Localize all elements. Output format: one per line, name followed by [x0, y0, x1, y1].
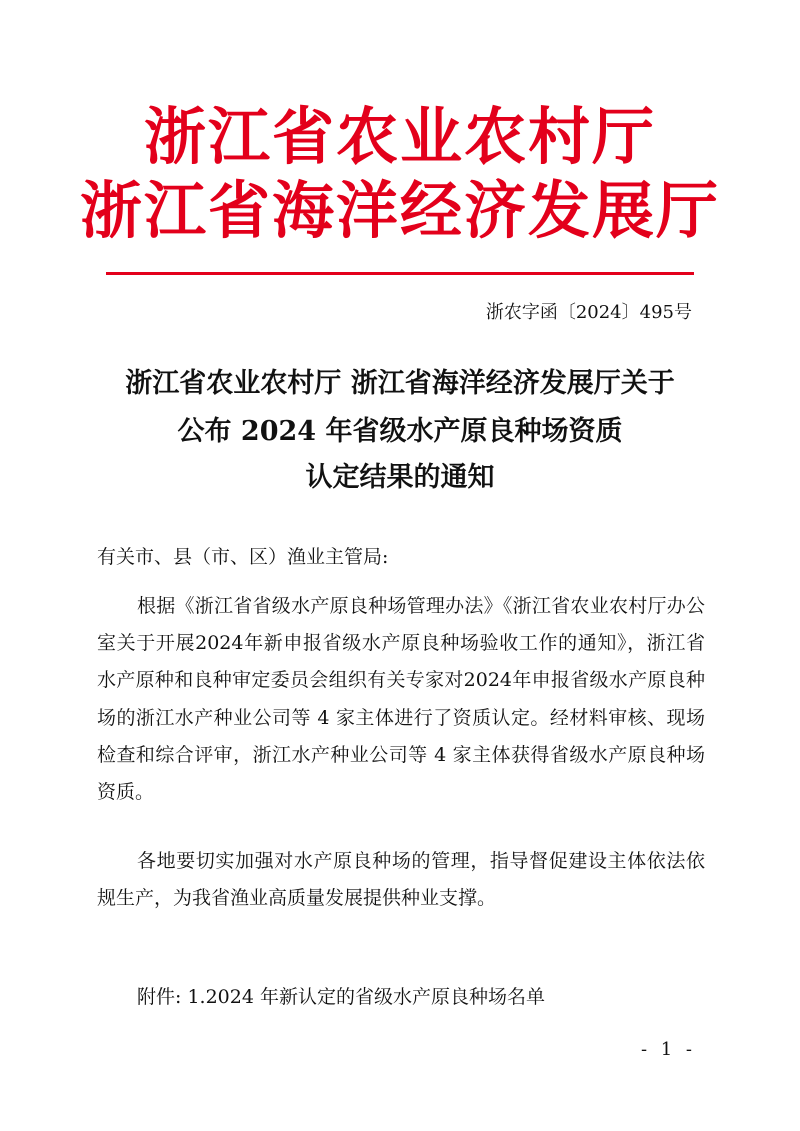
- body-paragraph: 根据《浙江省省级水产原良种场管理办法》《浙江省农业农村厅办公室关于开展2024年新申报省级水产原良种场验收工作的通知》，浙江省水产原种和良种审定委员会组织有关专家对2024年申报省级水产原良种场的浙江水产种业公司等 4 家主体进行了资质认定。经材料审核、现场检查和综合评审，浙江水产种业公司等 4 家主体获得省级水产原良种场资质。: [97, 595, 705, 804]
- body-paragraph: 各地要切实加强对水产原良种场的管理，指导督促建设主体依法依规生产，为我省渔业高质量发展提供种业支撑。: [97, 850, 705, 910]
- addressee: 有关市、县（市、区）渔业主管局:: [97, 546, 389, 568]
- document-title-line-2: 公布 2024 年省级水产原良种场资质: [177, 416, 623, 447]
- masthead-issuer-agriculture: 浙江省农业农村厅: [143, 100, 656, 173]
- document-number: 浙农字函〔2024〕495号: [485, 302, 692, 323]
- document-title-line-3: 认定结果的通知: [305, 462, 495, 493]
- attachment-line: 附件: 1.2024 年新认定的省级水产原良种场名单: [137, 986, 545, 1008]
- masthead-issuer-ocean-economy: 浙江省海洋经济发展厅: [79, 174, 720, 247]
- masthead-red-rule: [106, 272, 694, 275]
- page-number: - 1 -: [640, 1039, 696, 1060]
- document-title-line-1: 浙江省农业农村厅 浙江省海洋经济发展厅关于: [125, 368, 675, 399]
